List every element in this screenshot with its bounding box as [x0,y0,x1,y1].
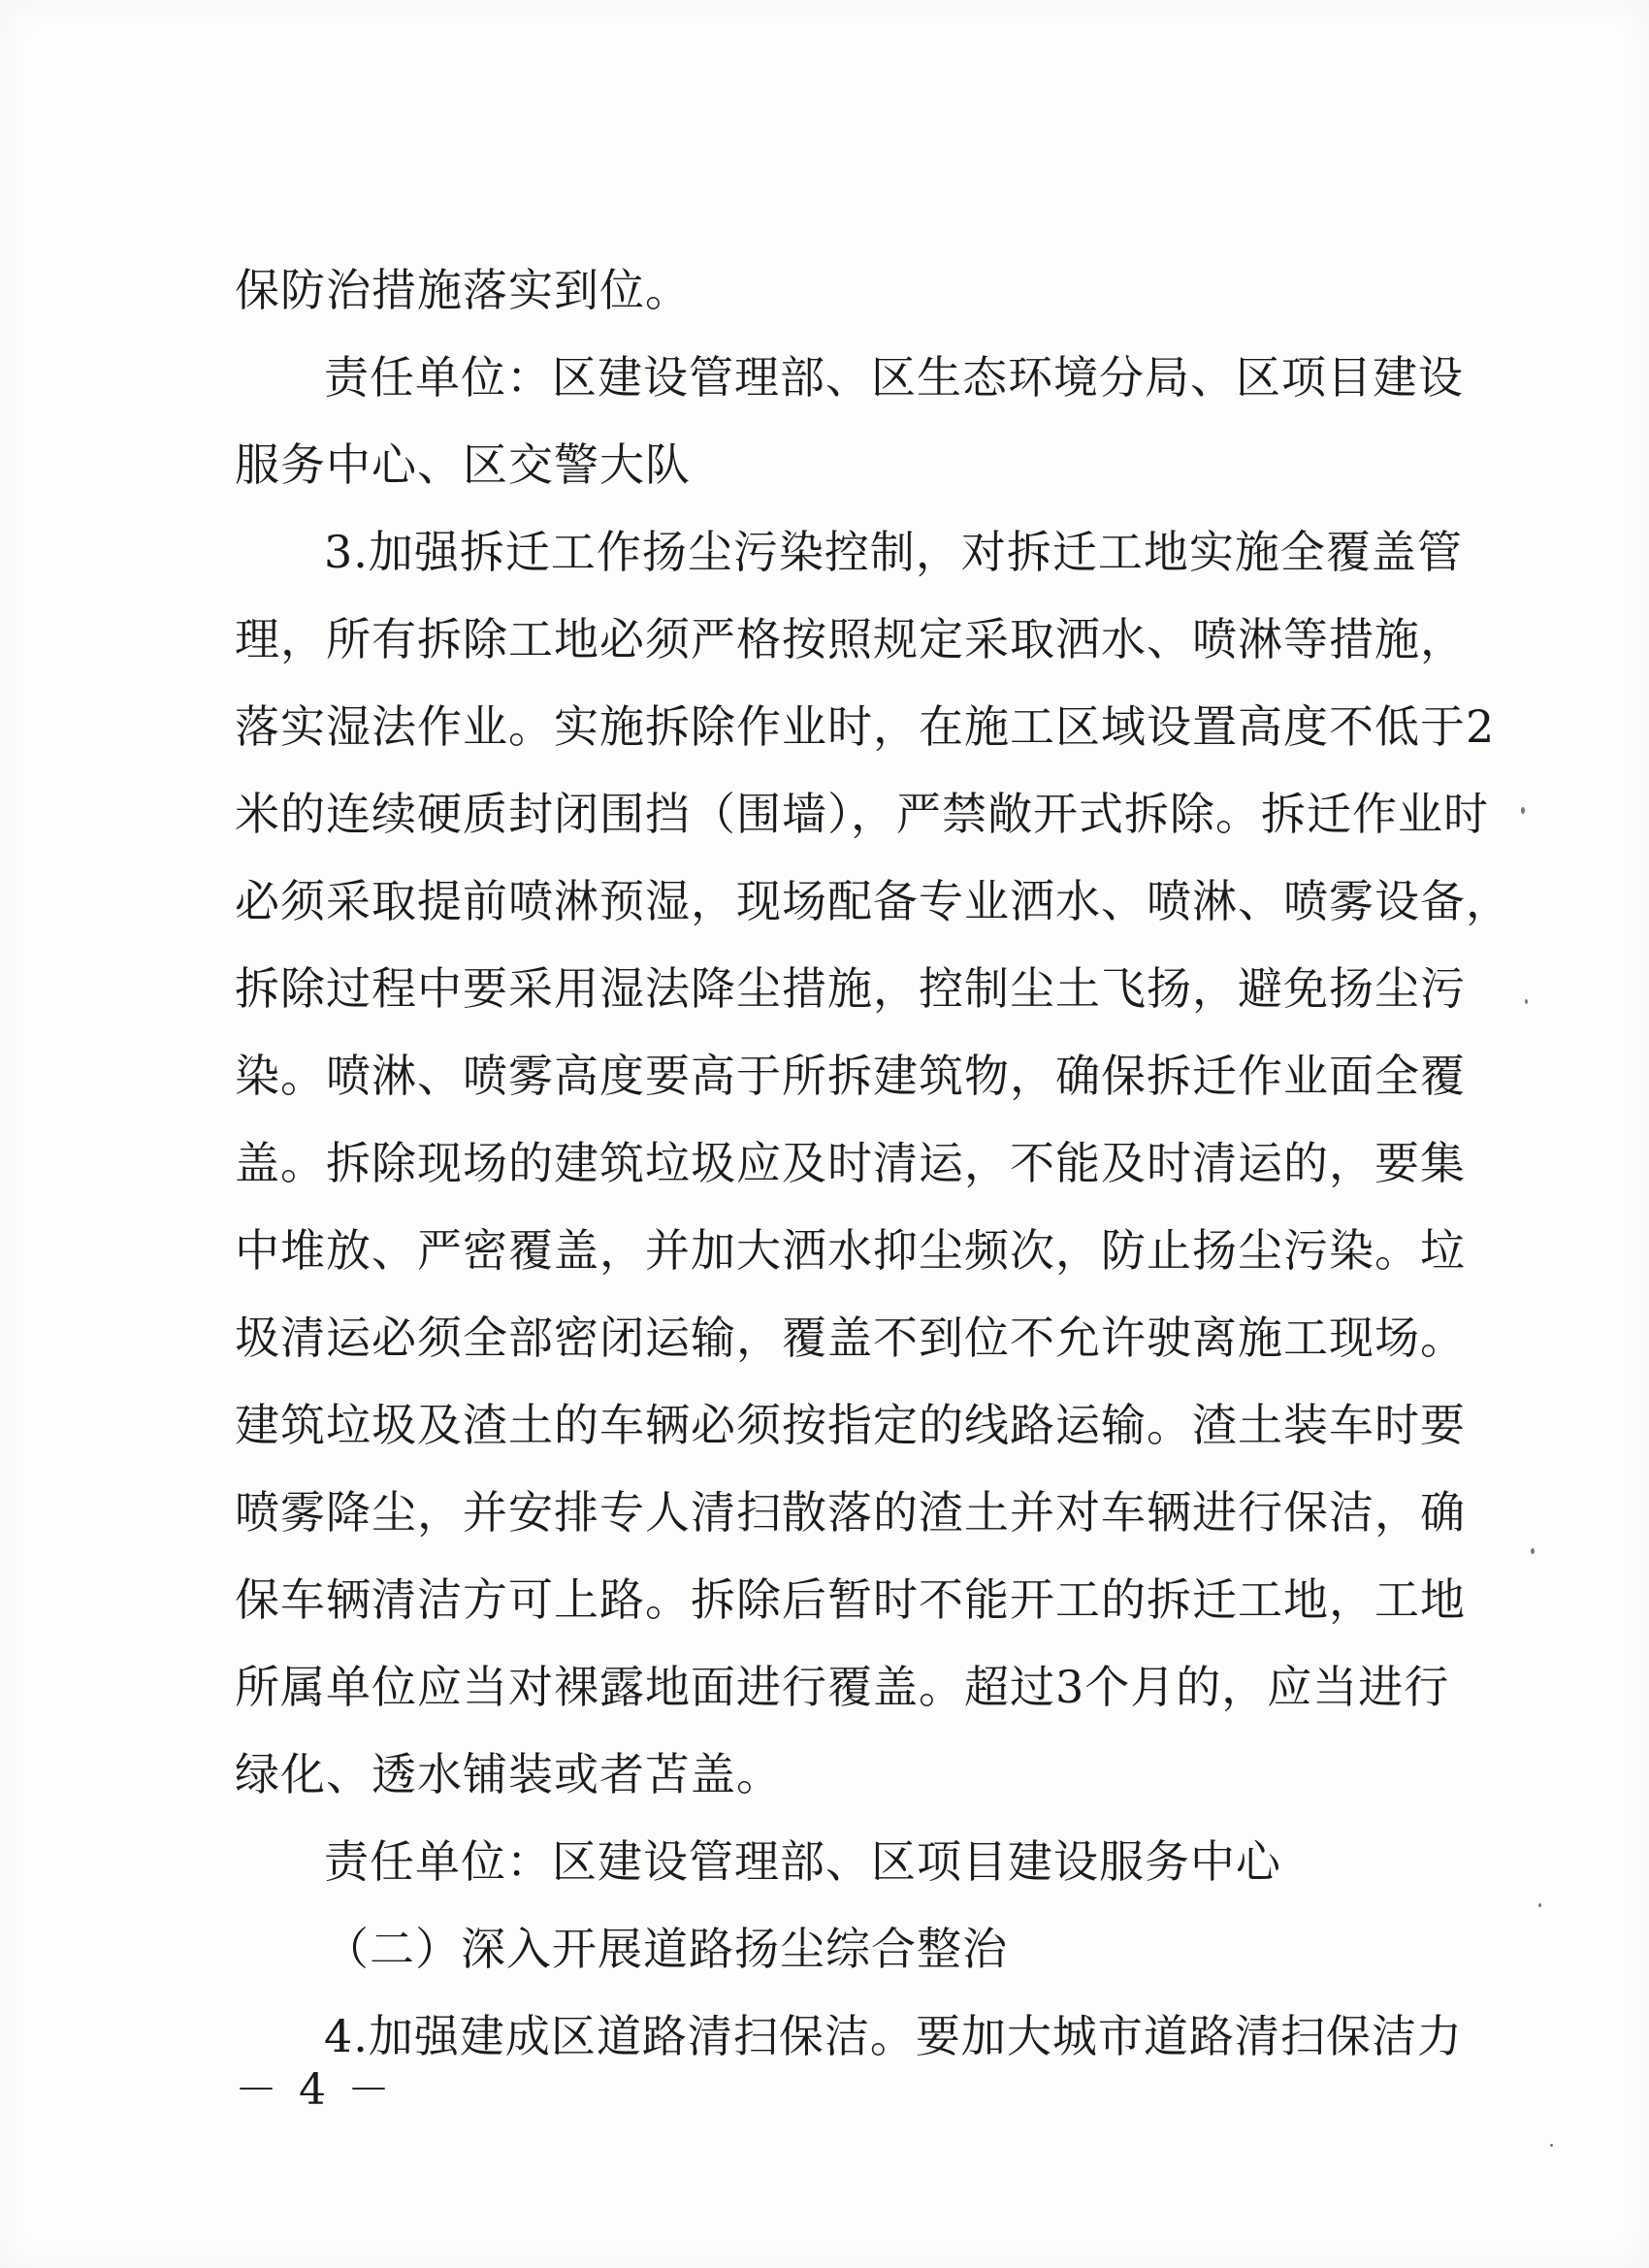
text-line: 落实湿法作业。实施拆除作业时，在施工区域设置高度不低于2 [235,700,1496,753]
responsible-unit-line: 责任单位：区建设管理部、区项目建设服务中心 [324,1835,1281,1888]
body-text [235,246,1511,2080]
text-line: 拆除过程中要采用湿法降尘措施，控制尘土飞扬，避免扬尘污 [235,962,1466,1015]
text-line: 喷雾降尘，并安排专人清扫散落的渣土并对车辆进行保洁，确 [235,1486,1466,1539]
section-heading: （二）深入开展道路扬尘综合整治 [324,1923,1008,1975]
text-line: 所属单位应当对裸露地面进行覆盖。超过3个月的，应当进行 [235,1661,1450,1713]
text-line: 理，所有拆除工地必须严格按照规定采取洒水、喷淋等措施， [235,613,1466,665]
text-line: 中堆放、严密覆盖，并加大洒水抑尘频次，防止扬尘污染。垃 [235,1224,1466,1277]
text-line: 保防治措施落实到位。 [235,264,691,316]
item-3-first-line: 3.加强拆迁工作扬尘污染控制，对拆迁工地实施全覆盖管 [324,526,1463,578]
scan-speck [1525,999,1528,1004]
text-line: 保车辆清洁方可上路。拆除后暂时不能开工的拆迁工地，工地 [235,1573,1466,1626]
text-line: 米的连续硬质封闭围挡（围墙），严禁敞开式拆除。拆迁作业时 [235,788,1489,840]
scan-speck [1538,1903,1541,1907]
item-4-first-line: 4.加强建成区道路清扫保洁。要加大城市道路清扫保洁力 [324,2010,1463,2062]
text-line: 圾清运必须全部密闭运输，覆盖不到位不允许驶离施工现场。 [235,1312,1466,1364]
text-line: 盖。拆除现场的建筑垃圾应及时清运，不能及时清运的，要集 [235,1137,1466,1189]
responsible-unit-line: 责任单位：区建设管理部、区生态环境分局、区项目建设 [324,351,1464,404]
page-number: － 4 － [235,2065,394,2115]
text-line: 染。喷淋、喷雾高度要高于所拆建筑物，确保拆迁作业面全覆 [235,1050,1466,1102]
text-line: 必须采取提前喷淋预湿，现场配备专业洒水、喷淋、喷雾设备， [235,875,1511,927]
scan-speck [1521,807,1525,814]
text-line: 建筑垃圾及渣土的车辆必须按指定的线路运输。渣土装车时要 [235,1399,1466,1451]
text-line: 服务中心、区交警大队 [235,438,691,491]
scan-speck [1550,2144,1553,2147]
scan-speck [1531,1548,1535,1554]
text-line: 绿化、透水铺装或者苫盖。 [235,1748,782,1800]
